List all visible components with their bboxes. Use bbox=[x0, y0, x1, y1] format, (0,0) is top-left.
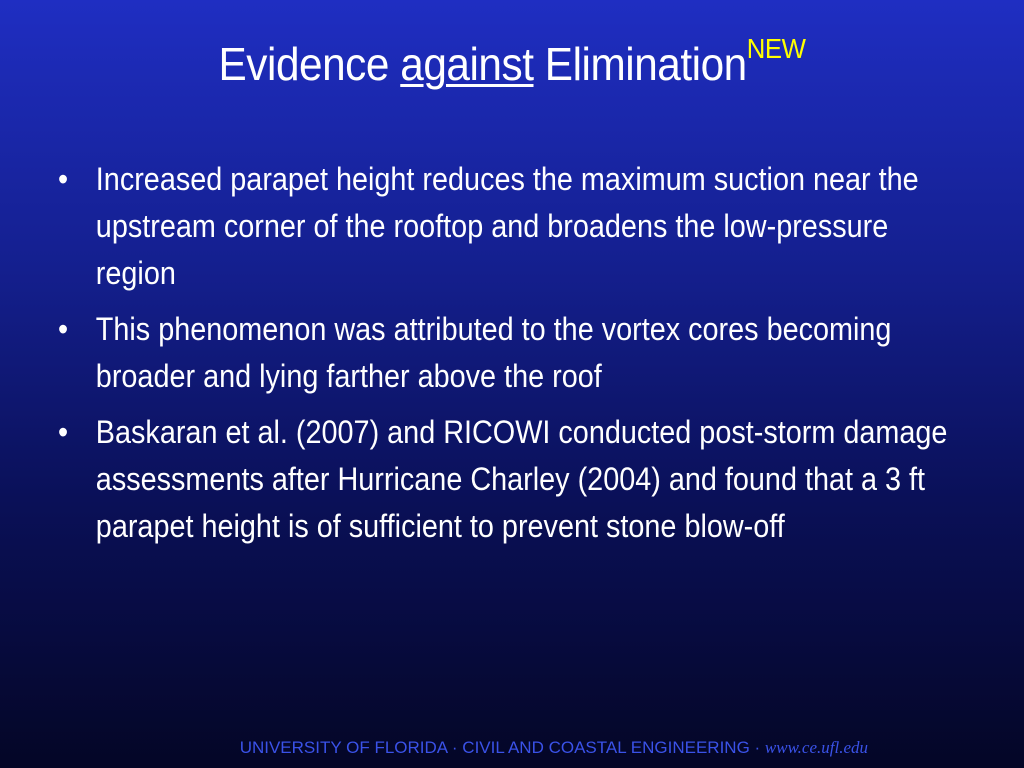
bullet-text: Baskaran et al. (2007) and RICOWI conducted post-storm damage assessments after Hurricane Charley (2004) and found that a 3 ft parapet height is of sufficient to prevent stone blow-off bbox=[95, 414, 948, 544]
bullet-list bbox=[58, 156, 1018, 559]
bullet-item bbox=[58, 156, 949, 297]
bullet-icon: • bbox=[58, 161, 69, 197]
bullet-icon: • bbox=[58, 311, 69, 347]
title-text-part1: Evidence bbox=[218, 38, 401, 90]
slide-footer bbox=[240, 738, 868, 758]
bullet-item bbox=[58, 306, 949, 400]
footer-institution: UNIVERSITY OF FLORIDA · CIVIL AND COASTAL ENGINEERING · bbox=[239, 738, 765, 757]
title-underlined-word: against bbox=[400, 38, 534, 90]
bullet-text: Increased parapet height reduces the maximum suction near the upstream corner of the rooftop and broadens the low-pressure region bbox=[95, 161, 919, 291]
title-text-part2: Elimination bbox=[533, 38, 747, 90]
bullet-text: This phenomenon was attributed to the vortex cores becoming broader and lying farther above the roof bbox=[95, 311, 892, 394]
title-superscript-new: NEW bbox=[746, 33, 806, 64]
bullet-item bbox=[58, 409, 949, 550]
bullet-icon: • bbox=[58, 414, 69, 450]
footer-url: www.ce.ufl.edu bbox=[764, 738, 868, 757]
slide-title bbox=[41, 33, 983, 92]
